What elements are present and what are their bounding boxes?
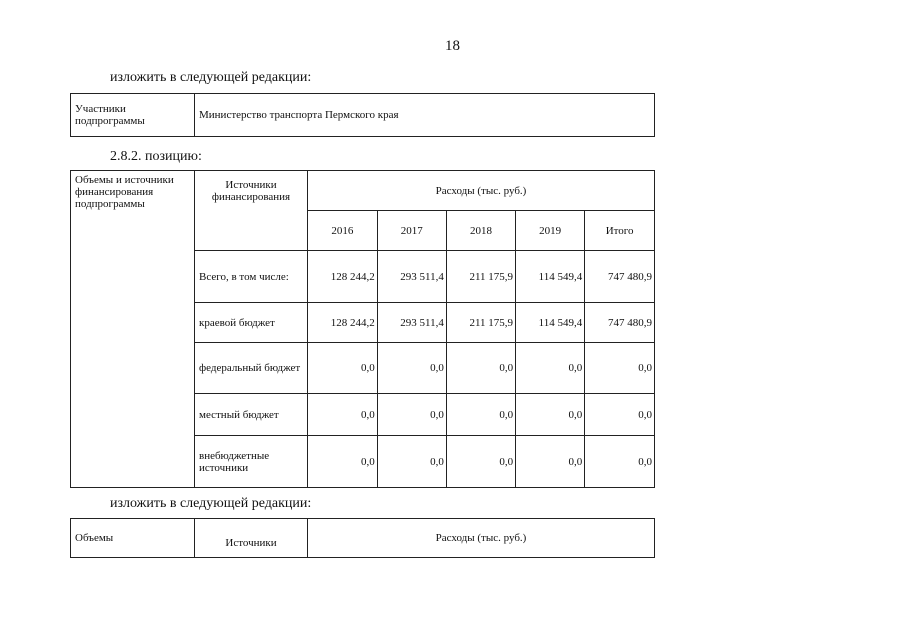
expenses-header-2: Расходы (тыс. руб.) xyxy=(308,519,655,558)
cell-value: 0,0 xyxy=(585,343,655,394)
cell-value: 128 244,2 xyxy=(308,251,378,303)
financing-label: Объемы и источники финансирования подпрограммы xyxy=(71,171,195,488)
cell-value: 0,0 xyxy=(516,343,585,394)
new-financing-table xyxy=(70,518,655,558)
volumes-label: Объемы xyxy=(71,519,195,558)
participants-label: Участники подпрограммы xyxy=(71,94,195,137)
cell-value: 0,0 xyxy=(446,394,515,436)
cell-value: 0,0 xyxy=(308,343,378,394)
participants-value: Министерство транспорта Пермского края xyxy=(195,94,655,137)
cell-value: 114 549,4 xyxy=(516,303,585,343)
row-name: местный бюджет xyxy=(195,394,308,436)
year-header: 2018 xyxy=(446,211,515,251)
sources-header: Источники финансирования xyxy=(195,171,308,251)
cell-value: 747 480,9 xyxy=(585,303,655,343)
cell-value: 0,0 xyxy=(377,343,446,394)
cell-value: 0,0 xyxy=(516,436,585,488)
cell-value: 0,0 xyxy=(446,343,515,394)
total-header: Итого xyxy=(585,211,655,251)
year-header: 2016 xyxy=(308,211,378,251)
cell-value: 0,0 xyxy=(308,394,378,436)
cell-value: 211 175,9 xyxy=(446,251,515,303)
cell-value: 0,0 xyxy=(377,436,446,488)
cell-value: 293 511,4 xyxy=(377,251,446,303)
sources-header-2: Источники xyxy=(195,519,308,558)
cell-value: 0,0 xyxy=(377,394,446,436)
instruction-text-2: изложить в следующей редакции: xyxy=(110,496,312,511)
cell-value: 293 511,4 xyxy=(377,303,446,343)
financing-table xyxy=(70,170,655,488)
page-number: 18 xyxy=(445,38,460,54)
expenses-header: Расходы (тыс. руб.) xyxy=(308,171,655,211)
section-heading: 2.8.2. позицию: xyxy=(110,149,202,164)
cell-value: 747 480,9 xyxy=(585,251,655,303)
cell-value: 0,0 xyxy=(585,394,655,436)
cell-value: 0,0 xyxy=(308,436,378,488)
year-header: 2019 xyxy=(516,211,585,251)
instruction-text-1: изложить в следующей редакции: xyxy=(110,70,312,85)
cell-value: 128 244,2 xyxy=(308,303,378,343)
cell-value: 0,0 xyxy=(446,436,515,488)
cell-value: 211 175,9 xyxy=(446,303,515,343)
year-header: 2017 xyxy=(377,211,446,251)
cell-value: 0,0 xyxy=(516,394,585,436)
participants-table xyxy=(70,93,655,137)
cell-value: 114 549,4 xyxy=(516,251,585,303)
row-name: Всего, в том числе: xyxy=(195,251,308,303)
cell-value: 0,0 xyxy=(585,436,655,488)
row-name: федеральный бюджет xyxy=(195,343,308,394)
row-name: внебюджетные источники xyxy=(195,436,308,488)
row-name: краевой бюджет xyxy=(195,303,308,343)
